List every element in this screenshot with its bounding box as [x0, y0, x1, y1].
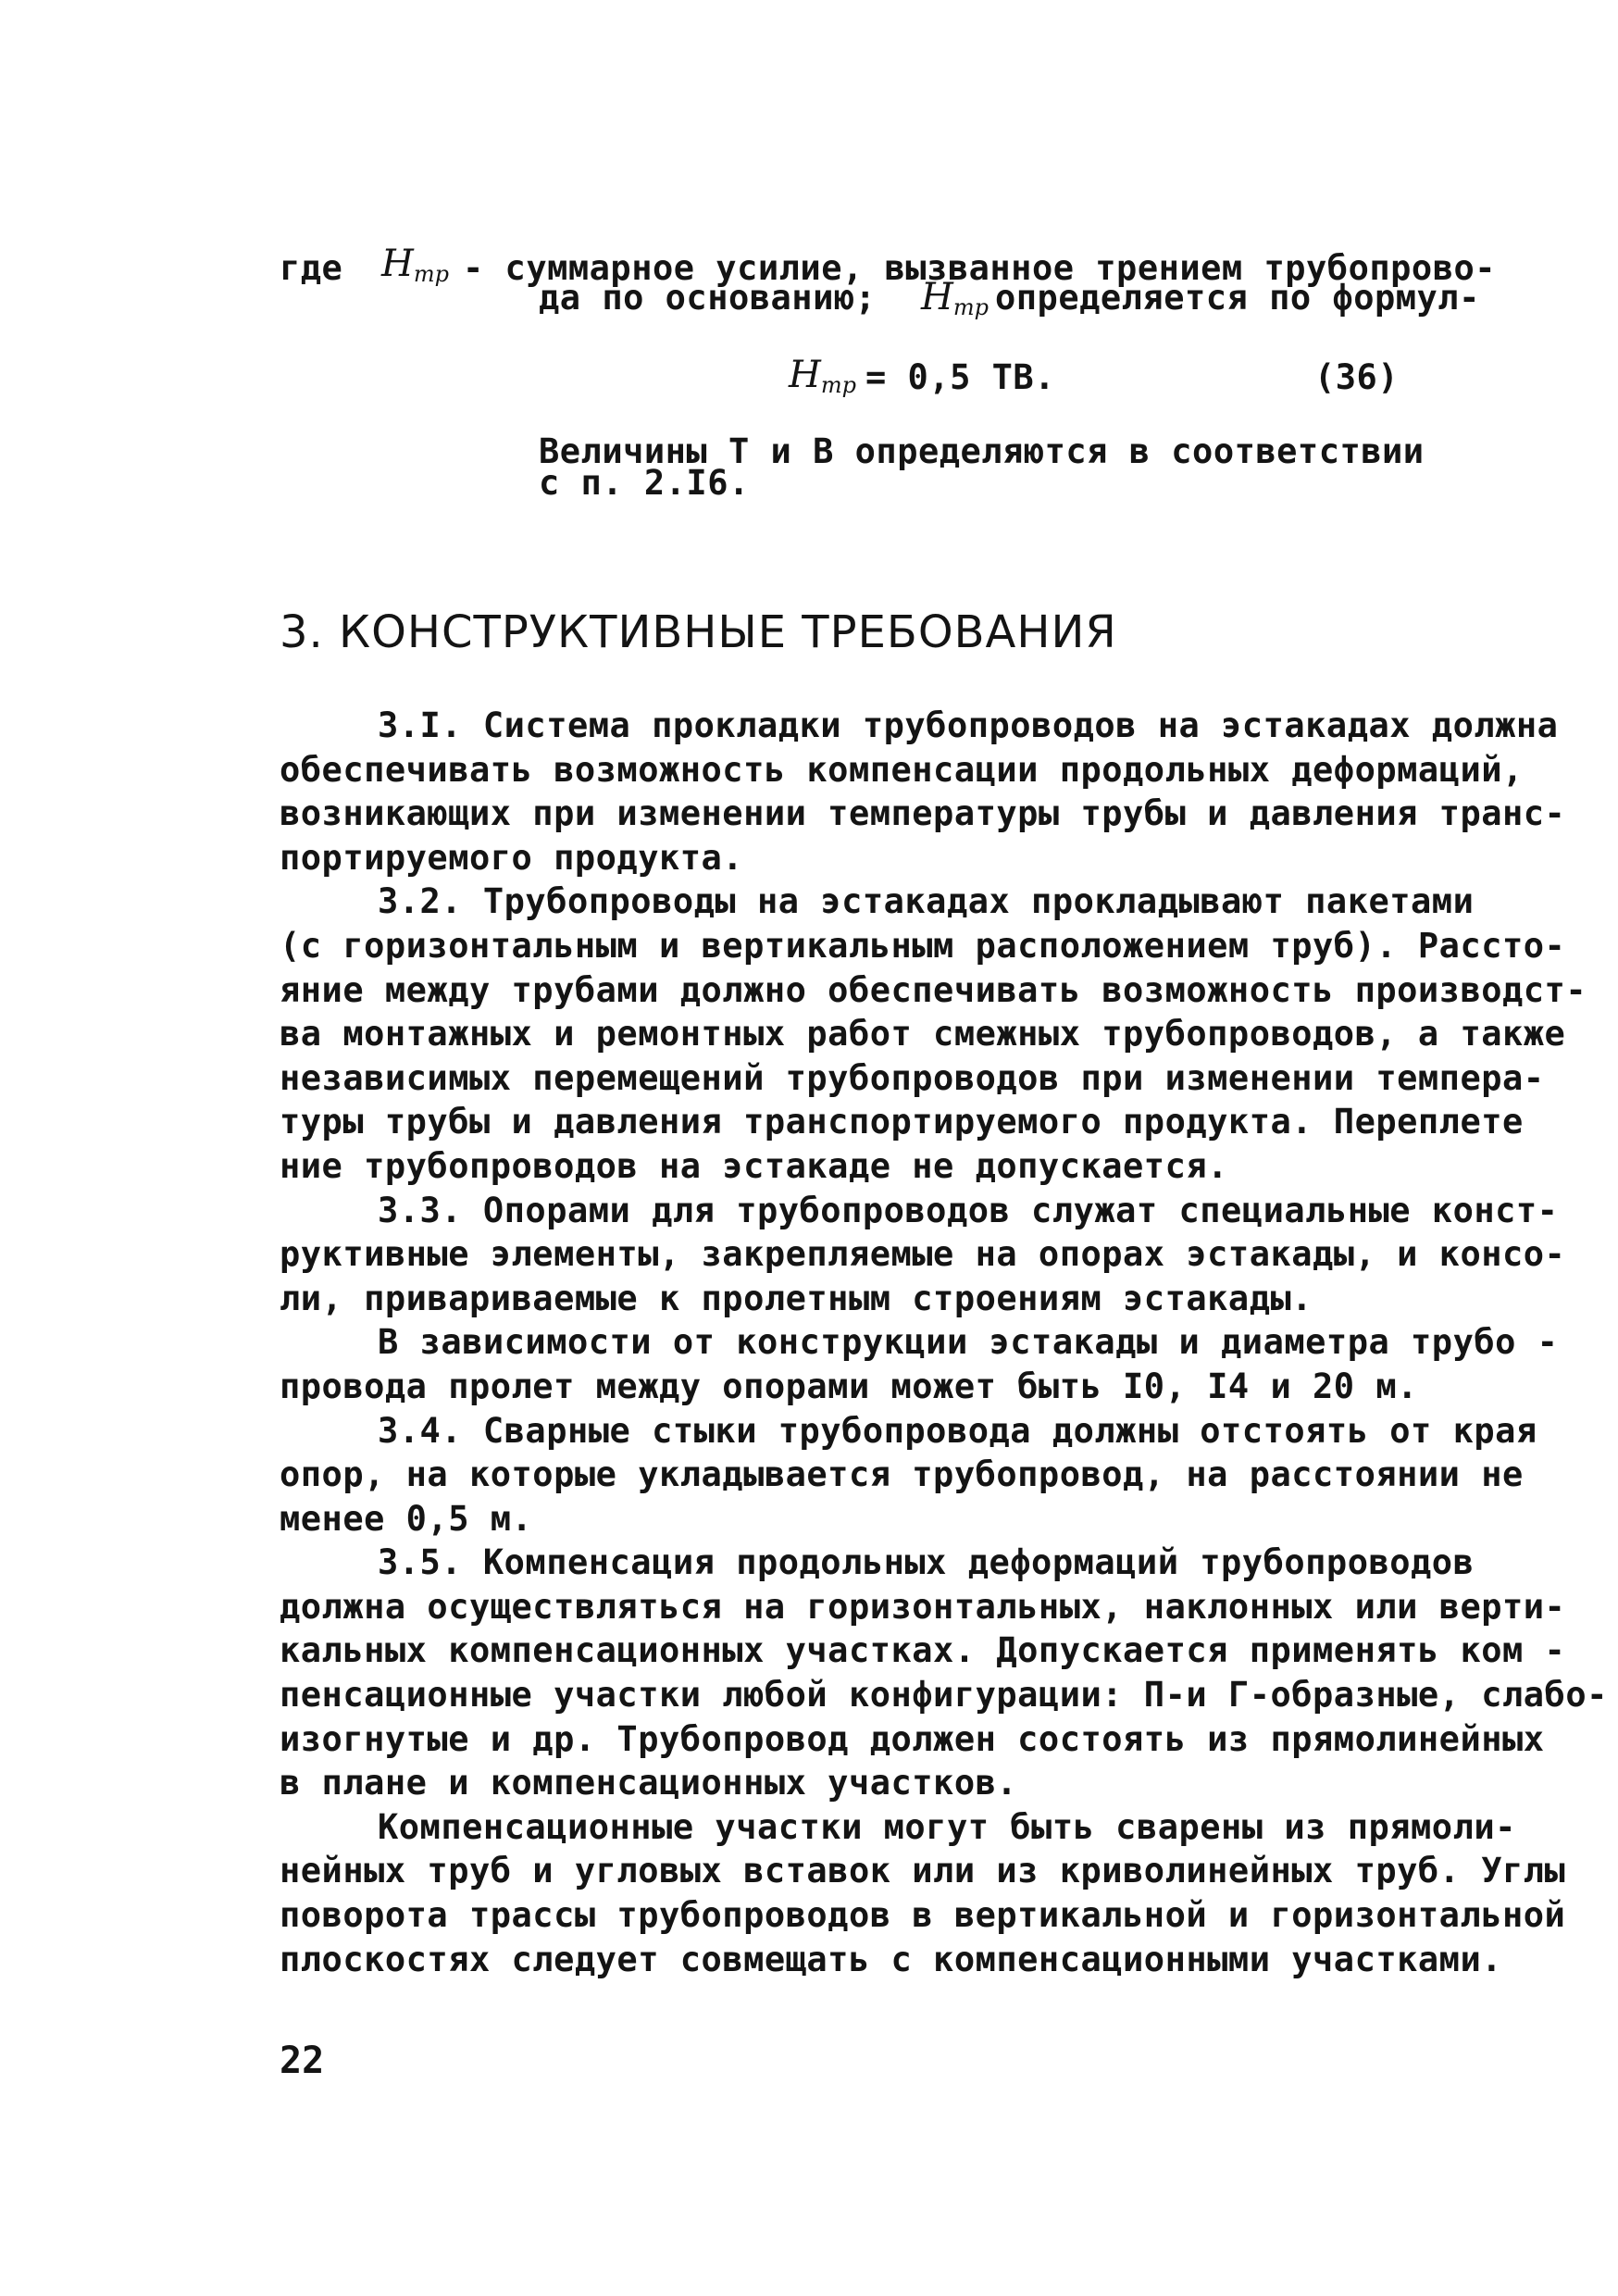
variable-subscript: тр — [952, 294, 989, 320]
section-heading: 3. КОНСТРУКТИВНЫЕ ТРЕБОВАНИЯ — [280, 606, 1117, 658]
paragraph-line: плоскостях следует совмещать с компенсационными участками. — [280, 1939, 1503, 1979]
paragraph-line: опор, на которые укладывается трубопровод, на расстоянии не — [280, 1454, 1524, 1495]
paragraph-line: яние между трубами должно обеспечивать возможность производст- — [280, 969, 1587, 1010]
formula-number: (36) — [1314, 357, 1400, 397]
paragraph-line: обеспечивать возможность компенсации продольных деформаций, — [280, 749, 1524, 790]
paragraph-line: изогнутые и др. Трубопровод должен состоять из прямолинейных — [280, 1718, 1545, 1759]
paragraph-line: 3.I. Система прокладки трубопроводов на эстакадах должна — [378, 705, 1559, 745]
paragraph-line: (с горизонтальным и вертикальным расположением труб). Рассто- — [280, 925, 1566, 966]
formula-expression: = 0,5 ТВ. — [865, 357, 1055, 397]
variable-subscript: тр — [413, 261, 450, 287]
paragraph-line: ние трубопроводов на эстакаде не допускается. — [280, 1145, 1228, 1186]
variable-subscript: тр — [820, 372, 857, 398]
variable-main: H — [789, 354, 821, 396]
paragraph-line: менее 0,5 м. — [280, 1498, 533, 1539]
paragraph-line: руктивные элементы, закрепляемые на опорах эстакады, и консо- — [280, 1234, 1566, 1275]
paragraph-line: поворота трассы трубопроводов в вертикальной и горизонтальной — [280, 1895, 1566, 1936]
paragraph-line: независимых перемещений трубопроводов при изменении темпера- — [280, 1057, 1545, 1098]
paragraph-line: кальных компенсационных участках. Допускается применять ком - — [280, 1630, 1566, 1671]
paragraph-line: портируемого продукта. — [280, 837, 744, 878]
page-number: 22 — [280, 2040, 325, 2082]
variable-main: H — [381, 243, 414, 285]
paragraph-line: в плане и компенсационных участков. — [280, 1763, 1018, 1803]
paragraph-line: 3.3. Опорами для трубопроводов служат специальные конст- — [378, 1190, 1559, 1230]
friction-force-variable — [381, 243, 449, 287]
body-text — [280, 704, 1608, 1981]
paragraph-line: провода пролет между опорами может быть I0, I4 и 20 м. — [280, 1366, 1418, 1406]
paragraph-line: ли, привариваемые к пролетным строениям эстакады. — [280, 1278, 1313, 1318]
where-definition-line-2b: определяется по формул- — [995, 278, 1480, 318]
paragraph-line: В зависимости от конструкции эстакады и диаметра трубо - — [378, 1322, 1559, 1363]
paragraph-line: ва монтажных и ремонтных работ смежных трубопроводов, а также — [280, 1014, 1566, 1054]
paragraph-line: туры трубы и давления транспортируемого продукта. Переплете — [280, 1102, 1524, 1142]
paragraph-line: пенсационные участки любой конфигурации: П-и Г-образные, слабо- — [280, 1675, 1608, 1716]
note-line-2: с п. 2.I6. — [539, 463, 750, 503]
formula-variable — [789, 354, 856, 398]
paragraph-line: 3.5. Компенсация продольных деформаций трубопроводов — [378, 1542, 1475, 1583]
where-word: где — [280, 248, 343, 288]
paragraph-line: Компенсационные участки могут быть сварены из прямоли- — [378, 1806, 1516, 1847]
variable-main: H — [921, 276, 953, 318]
paragraph-line: должна осуществляться на горизонтальных, наклонных или верти- — [280, 1586, 1566, 1627]
paragraph-line: возникающих при изменении температуры трубы и давления транс- — [280, 793, 1566, 834]
where-definition-line-2a: да по основанию; — [539, 278, 877, 318]
paragraph-line: 3.4. Сварные стыки трубопровода должны отстоять от края — [378, 1410, 1537, 1451]
where-definition-line-1: - суммарное усилие, вызванное трением трубопрово- — [463, 248, 1497, 288]
note-line-1: Величины Т и В определяются в соответствии — [539, 431, 1425, 471]
friction-force-variable-inline — [921, 276, 989, 320]
paragraph-line: нейных труб и угловых вставок или из криволинейных труб. Углы — [280, 1851, 1566, 1891]
paragraph-line: 3.2. Трубопроводы на эстакадах прокладывают пакетами — [378, 881, 1475, 922]
